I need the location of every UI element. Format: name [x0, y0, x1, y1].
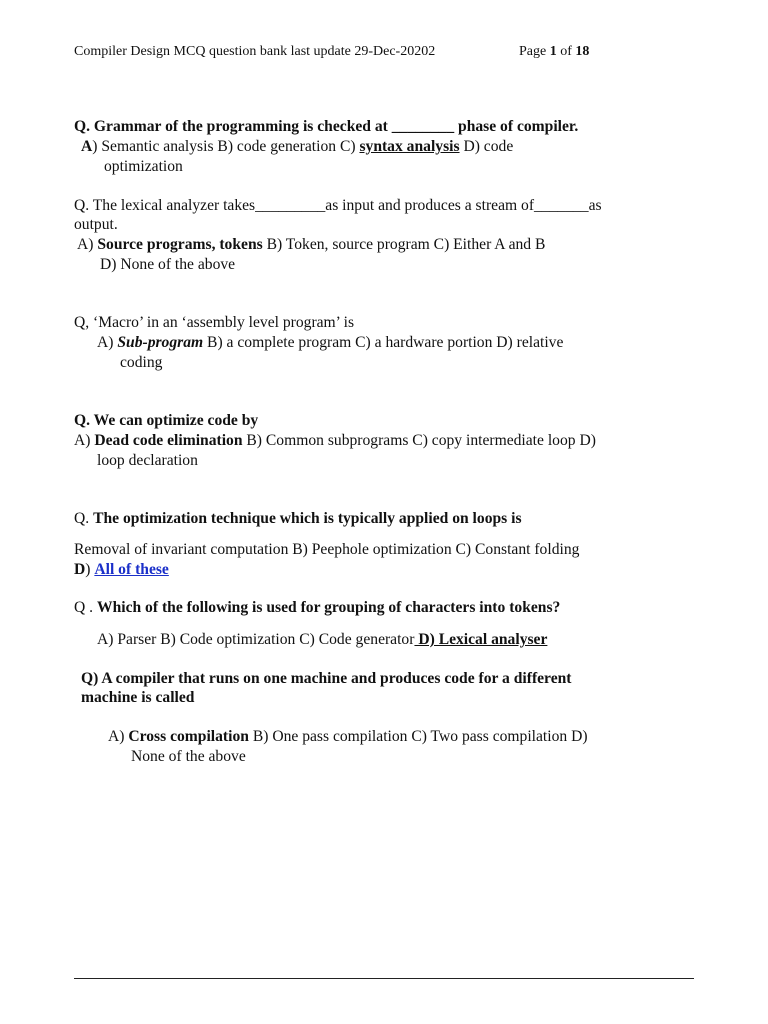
- question-4-options-cont: loop declaration: [97, 452, 198, 469]
- question-2-options: A) Source programs, tokens B) Token, source program C) Either A and B: [77, 236, 546, 253]
- question-2-cont: output.: [74, 216, 118, 233]
- question-5: Q. The optimization technique which is typically applied on loops is: [74, 510, 522, 527]
- answer-highlight: Dead code elimination: [94, 432, 243, 449]
- header-title: Compiler Design MCQ question bank last update 29-Dec-20202: [74, 44, 436, 59]
- question-2: Q. The lexical analyzer takes_________as input and produces a stream of_______as: [74, 197, 602, 214]
- question-4-options: A) Dead code elimination B) Common subprograms C) copy intermediate loop D): [74, 432, 596, 449]
- answer-highlight: Cross compilation: [128, 728, 249, 745]
- answer-highlight: Sub-program: [117, 334, 204, 351]
- footer-divider: [74, 978, 694, 979]
- page-number: 1: [549, 44, 557, 59]
- of-label: of: [556, 44, 576, 59]
- page-indicator: [519, 44, 589, 60]
- question-2-options-cont: D) None of the above: [100, 256, 236, 273]
- question-4: Q. We can optimize code by: [74, 412, 259, 429]
- page-label: Page: [519, 44, 550, 59]
- question-3-options: A) Sub-program B) a complete program C) a hardware portion D) relative: [97, 334, 564, 351]
- question-1: Q. Grammar of the programming is checked at ________ phase of compiler.: [74, 118, 579, 135]
- answer-highlight: syntax analysis: [359, 138, 460, 155]
- question-3: Q, ‘Macro’ in an ‘assembly level program’ is: [74, 314, 355, 331]
- question-6-options: A) Parser B) Code optimization C) Code generator D) Lexical analyser: [97, 631, 548, 648]
- option-letter: A: [81, 138, 93, 155]
- question-7-cont: machine is called: [81, 689, 195, 706]
- question-1-options: A) Semantic analysis B) code generation C) syntax analysis D) code: [81, 138, 514, 155]
- answer-highlight: D) Lexical analyser: [414, 631, 548, 648]
- question-5-answer: D) All of these: [74, 561, 169, 578]
- question-7-options: A) Cross compilation B) One pass compilation C) Two pass compilation D): [108, 728, 588, 745]
- answer-link[interactable]: All of these: [94, 561, 169, 578]
- page-total: 18: [575, 44, 590, 59]
- question-6: Q . Which of the following is used for grouping of characters into tokens?: [74, 599, 561, 616]
- question-7: Q) A compiler that runs on one machine and produces code for a different: [81, 670, 572, 687]
- answer-highlight: Source programs, tokens: [97, 236, 263, 253]
- question-5-options: Removal of invariant computation B) Peephole optimization C) Constant folding: [74, 541, 580, 558]
- question-7-options-cont: None of the above: [131, 748, 246, 765]
- question-1-options-cont: optimization: [104, 158, 183, 175]
- question-3-options-cont: coding: [120, 354, 163, 371]
